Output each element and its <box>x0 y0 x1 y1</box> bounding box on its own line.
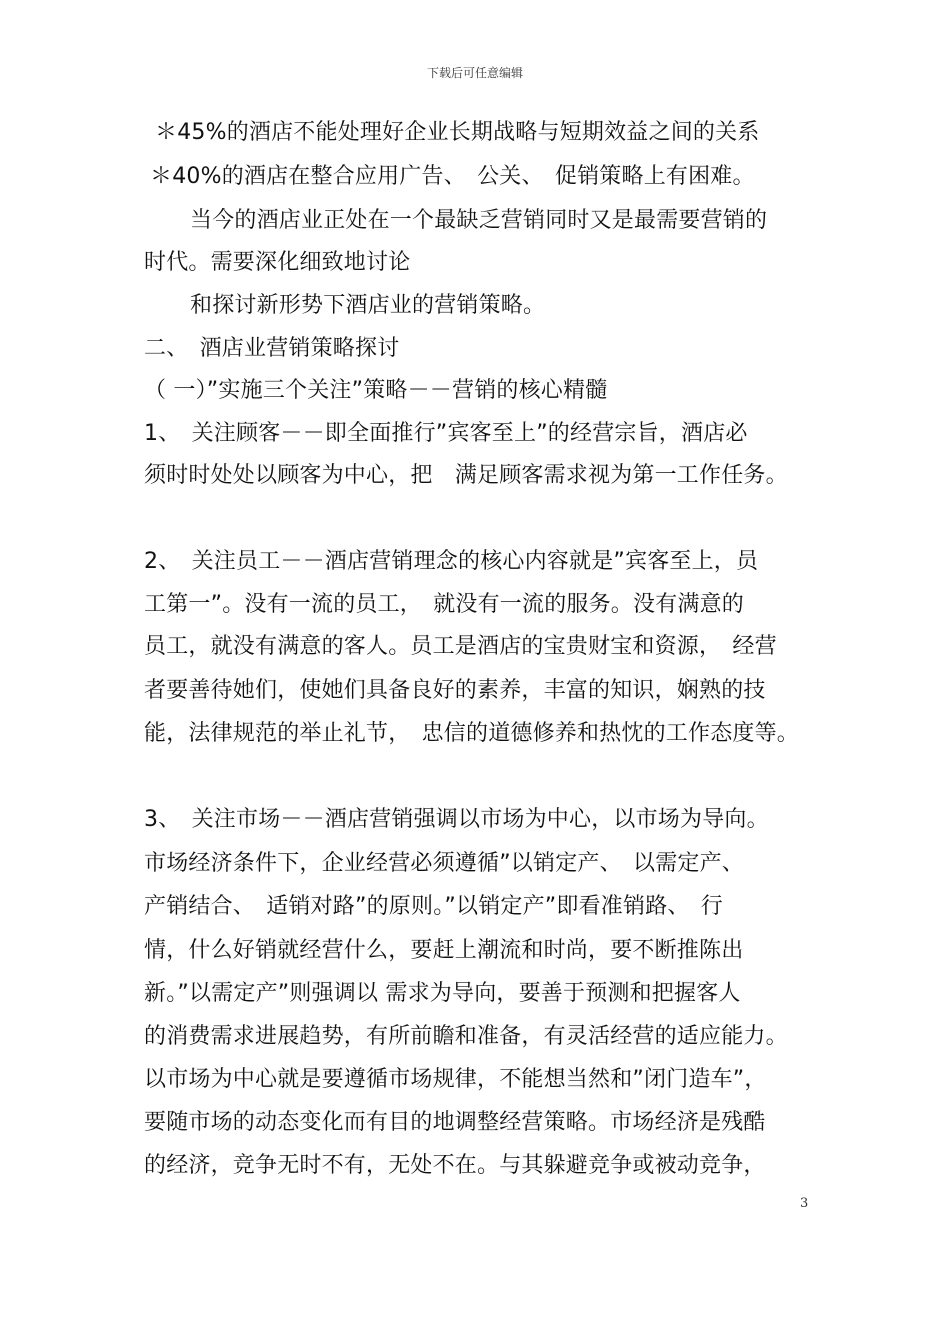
text-line: 产销结合、 适销对路”的原则。”以销定产”即看准销路、 行 <box>144 894 723 919</box>
text-line: 的消费需求进展趋势，有所前瞻和准备，有灵活经营的适应能力。 <box>144 1024 788 1049</box>
text-line: 情，什么好销就经营什么，要赶上潮流和时尚，要不断推陈出 <box>144 938 744 963</box>
page-header: 下载后可任意编辑 <box>426 66 523 80</box>
text-line: ＊45%的酒店不能处理好企业长期战略与短期效益之间的关系 <box>155 120 760 145</box>
text-line: 者要善待她们，使她们具备良好的素养，丰富的知识，娴熟的技 <box>144 678 766 703</box>
text-line: 以市场为中心就是要遵循市场规律，不能想当然和”闭门造车”， <box>144 1067 767 1092</box>
text-line: 时代。需要深化细致地讨论 <box>144 250 411 275</box>
text-line: 工第一”。没有一流的员工， 就没有一流的服务。没有满意的 <box>144 592 744 617</box>
text-line: 和探讨新形势下酒店业的营销策略。 <box>190 293 546 318</box>
text-line: ＊40%的酒店在整合应用广告、 公关、 促销策略上有困难。 <box>150 164 755 189</box>
text-line: 的经济，竞争无时不有，无处不在。与其躲避竞争或被动竞争， <box>144 1153 766 1178</box>
section-heading: 二、 酒店业营销策略探讨 <box>144 336 400 361</box>
text-line: 2、 关注员工－－酒店营销理念的核心内容就是”宾客至上，员 <box>144 549 759 574</box>
text-line: 要随市场的动态变化而有目的地调整经营策略。市场经济是残酷 <box>144 1110 766 1135</box>
text-line: 员工，就没有满意的客人。员工是酒店的宝贵财宝和资源， 经营 <box>144 634 777 659</box>
text-line: 能，法律规范的举止礼节， 忠信的道德修养和热忱的工作态度等。 <box>144 721 800 746</box>
text-line: 市场经济条件下，企业经营必须遵循”以销定产、 以需定产、 <box>144 851 744 876</box>
subsection-heading: （ 一）”实施三个关注”策略－－营销的核心精髓 <box>144 378 608 403</box>
text-line: 3、 关注市场－－酒店营销强调以市场为中心，以市场为导向。 <box>144 807 769 832</box>
text-line: 须时时处处以顾客为中心，把 满足顾客需求视为第一工作任务。 <box>144 463 788 488</box>
text-line: 当今的酒店业正处在一个最缺乏营销同时又是最需要营销的 <box>190 208 768 233</box>
text-line: 新。”以需定产”则强调以 需求为导向，要善于预测和把握客人 <box>144 981 741 1006</box>
text-line: 1、 关注顾客－－即全面推行”宾客至上”的经营宗旨，酒店必 <box>144 421 748 446</box>
page-number: 3 <box>800 1196 809 1211</box>
